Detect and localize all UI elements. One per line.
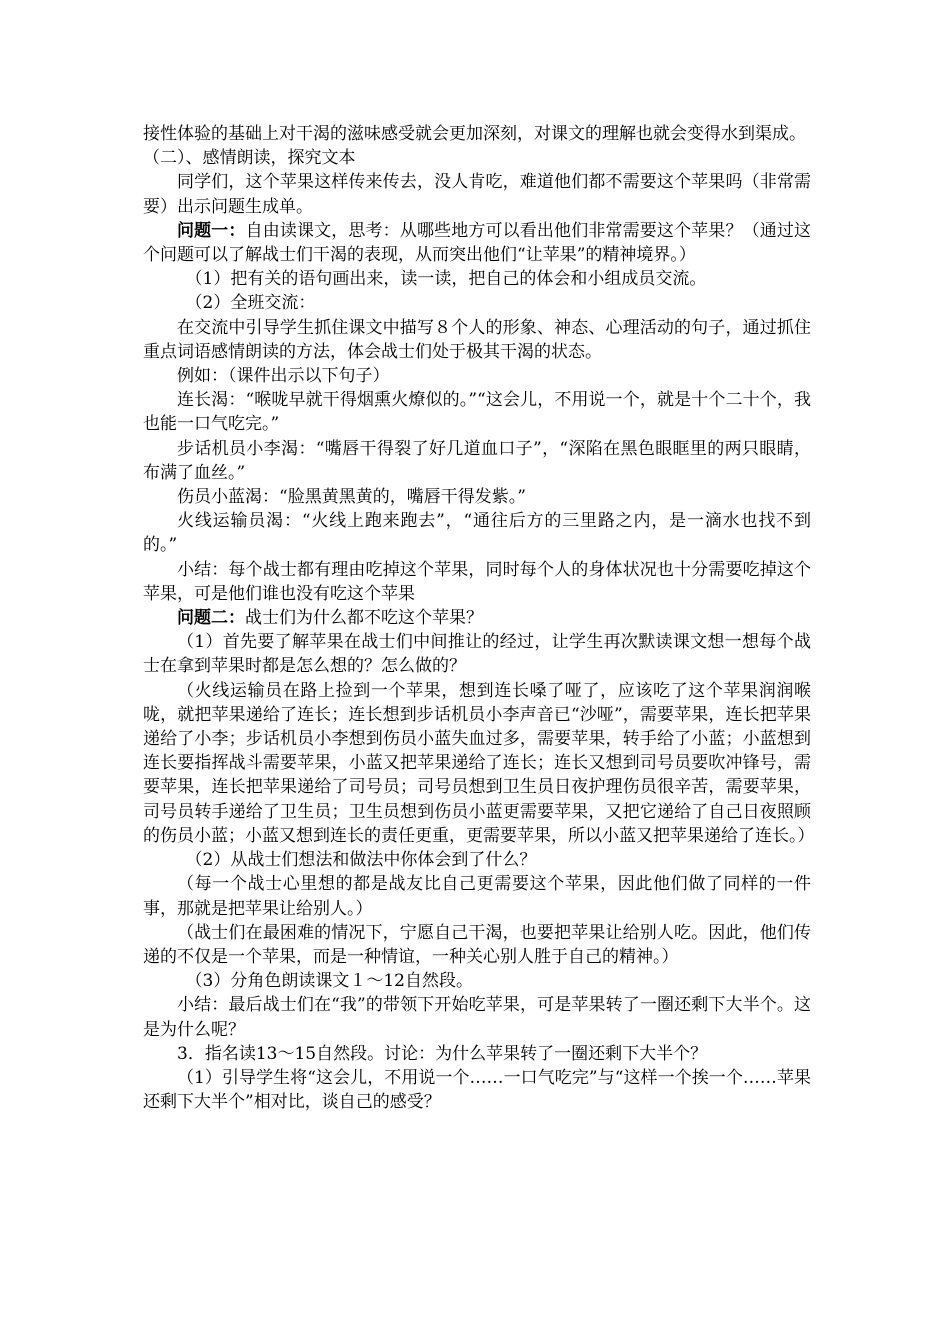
paragraph-example: 例如：（课件出示以下句子） <box>177 366 390 387</box>
question-two-label: 问题二： <box>177 608 245 629</box>
question-two-text: 战士们为什么都不吃这个苹果？ <box>245 608 483 629</box>
quote-transporter: 火线运输员渴：“火线上跑来跑去”，“通往后方的三里路之内，是一滴水也找不到的。” <box>143 511 811 556</box>
quote-radioman: 步话机员小李渴：“嘴唇干得裂了好几道血口子”，“深陷在黑色眼眶里的两只眼睛，布满了血丝。” <box>143 438 811 483</box>
paragraph-passing: （火线运输员在路上捡到一个苹果，想到连长嗓了哑了，应该吃了这个苹果润润喉咙，就把苹果递给了连长；连长想到步话机员小李声音已“沙哑”，需要苹果，连长把苹果递给了小李；步话机员小李想到伤员小蓝失血过多，需要苹果，转手给了小蓝；小蓝想到连长要指挥战斗需要苹果，小蓝又把苹果递给了连长；连长又想到司号员要吹冲锋号，需要苹果，连长把苹果递给了司号员；司号员想到卫生员日夜护理伤员很辛苦，需要苹果，司号员转手递给了卫生员；卫生员想到伤员小蓝更需要苹果，又把它递给了自己日夜照顾的伤员小蓝；小蓝又想到连长的责任更重，更需要苹果，所以小蓝又把苹果递给了连长。） <box>143 680 815 846</box>
paragraph-continuation: 接性体验的基础上对干渴的滋味感受就会更加深刻，对课文的理解也就会变得水到渠成。 <box>143 124 806 144</box>
answer-2: （战士们在最困难的情况下，宁愿自己干渴，也要把苹果让给别人吃。因此，他们传递的不仅是一个苹果，而是一种情谊，一种关心别人胜于自己的精神。） <box>143 922 811 967</box>
step-q2-3: （3）分角色朗读课文１～12自然段。 <box>185 971 473 992</box>
answer-1: （每一个战士心里想的都是战友比自己更需要这个苹果，因此他们做了同样的一件事，那就是把苹果让给别人。） <box>143 874 811 919</box>
question-one-text: 自由读课文，思考：从哪些地方可以看出他们非常需要这个苹果？（通过这个问题可以了解战士们干渴的表现，从而突出他们“让苹果”的精神境界。） <box>143 220 812 266</box>
question-one <box>143 219 811 267</box>
section-heading: （二）、感情朗读，探究文本 <box>143 148 356 169</box>
step-3-1: （1）引导学生将“这会儿，不用说一个……一口气吃完”与“这样一个挨一个……苹果还剩下大半个”相对比，谈自己的感受？ <box>143 1067 811 1113</box>
step-q2-2: （2）从战士们想法和做法中你体会到了什么？ <box>185 850 537 871</box>
step-2: （2）全班交流： <box>185 293 316 314</box>
question-two <box>143 606 811 630</box>
document-page <box>143 122 815 1114</box>
question-one-label: 问题一： <box>177 220 246 241</box>
paragraph-exchange: 在交流中引导学生抓住课文中描写８个人的形象、神态、心理活动的句子，通过抓住重点词语感情朗读的方法，体会战士们处于极其干渴的状态。 <box>143 317 811 362</box>
step-3: 3．指名读13～15自然段。讨论：为什么苹果转了一圈还剩下大半个？ <box>177 1043 708 1064</box>
quote-commander: 连长渴：“喉咙早就干得烟熏火燎似的。”“这会儿，不用说一个，就是十个二十个，我也能一口气吃完。” <box>143 390 811 435</box>
quote-wounded: 伤员小蓝渴：“脸黑黄黑黄的，嘴唇干得发紫。” <box>177 487 526 508</box>
paragraph-intro: 同学们，这个苹果这样传来传去，没人肯吃，难道他们都不需要这个苹果吗（非常需要）出示问题生成单。 <box>143 172 811 217</box>
summary-1: 小结：每个战士都有理由吃掉这个苹果，同时每个人的身体状况也十分需要吃掉这个苹果，可是他们谁也没有吃这个苹果 <box>143 559 811 604</box>
summary-2: 小结：最后战士们在“我”的带领下开始吃苹果，可是苹果转了一圈还剩下大半个。这是为什么呢？ <box>143 995 811 1040</box>
step-q2-1: （1）首先要了解苹果在战士们中间推让的经过，让学生再次默读课文想一想每个战士在拿到苹果时都是怎么想的？怎么做的？ <box>143 632 811 677</box>
step-1: （1）把有关的语句画出来，读一读，把自己的体会和小组成员交流。 <box>185 269 707 290</box>
